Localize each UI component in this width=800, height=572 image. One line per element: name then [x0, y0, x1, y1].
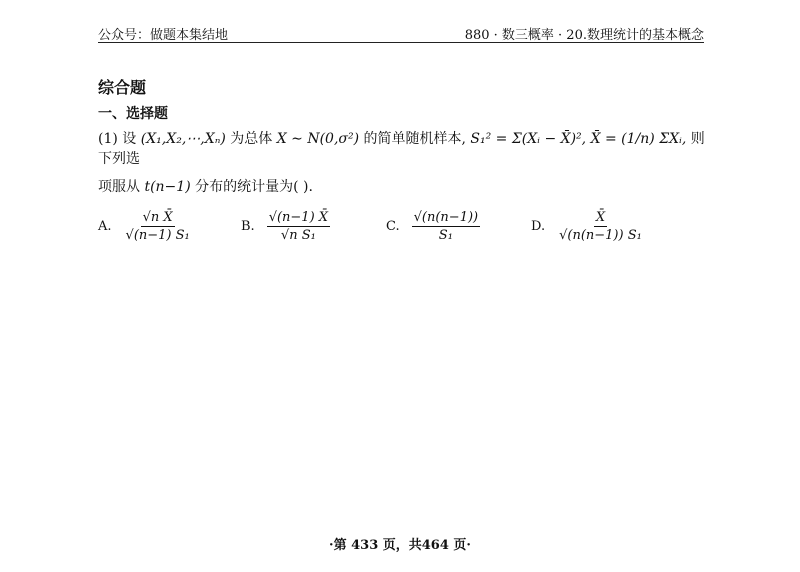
- option-b-numerator: √(n−1) X̄: [268, 209, 329, 225]
- stem-mid: 为总体: [230, 131, 273, 147]
- option-a-numerator: √n X̄: [142, 209, 173, 225]
- population-distribution: X ∼ N(0,σ²): [276, 131, 360, 147]
- question-stem-line1: [98, 128, 708, 168]
- option-c[interactable]: [386, 203, 480, 249]
- option-d-denominator: √(n(n−1)) S₁: [559, 227, 642, 243]
- option-b-denominator: √n S₁: [280, 227, 316, 243]
- question-stem-line2: [98, 176, 313, 196]
- option-b-label: B.: [241, 218, 255, 234]
- option-d-numerator: X̄: [595, 209, 606, 225]
- page-footer: ·第 433 页，共464 页·: [329, 538, 471, 553]
- sample-notation: (X₁,X₂,⋯,Xₙ): [140, 131, 226, 147]
- question-number: (1): [98, 131, 118, 147]
- xbar-definition: X̄ = (1/n) ΣXᵢ,: [590, 131, 687, 147]
- header-chapter: 880 · 数三概率 · 20.数理统计的基本概念: [464, 28, 704, 43]
- subsection-title: 一、选择题: [98, 106, 168, 122]
- line2-suffix: 分布的统计量为( ).: [195, 179, 313, 195]
- option-d-fraction: [557, 210, 644, 243]
- option-c-label: C.: [386, 218, 400, 234]
- option-b-fraction: [267, 210, 330, 243]
- option-a-label: A.: [98, 218, 112, 234]
- stem-mid2: 的简单随机样本,: [363, 131, 466, 147]
- stem-prefix: 设: [122, 131, 137, 147]
- answer-options: [98, 203, 708, 253]
- header-source: 公众号：做题本集结地: [98, 28, 229, 43]
- option-c-fraction: [412, 210, 480, 243]
- option-a-fraction: [124, 210, 192, 243]
- option-c-numerator: √(n(n−1)): [413, 209, 479, 225]
- stem-suffix: 则下列选: [98, 131, 705, 167]
- option-d[interactable]: [531, 203, 644, 249]
- line2-prefix: 项服从: [98, 179, 140, 195]
- option-c-denominator: S₁: [438, 227, 453, 243]
- option-a-denominator: √(n−1) S₁: [125, 227, 190, 243]
- option-d-label: D.: [531, 218, 546, 234]
- option-b[interactable]: [241, 203, 330, 249]
- t-distribution: t(n−1): [144, 179, 191, 195]
- page-header: [98, 20, 704, 43]
- section-title: 综合题: [98, 78, 147, 97]
- option-a[interactable]: [98, 203, 192, 249]
- s1-definition: S₁² = Σ(Xᵢ − X̄)²,: [470, 131, 587, 147]
